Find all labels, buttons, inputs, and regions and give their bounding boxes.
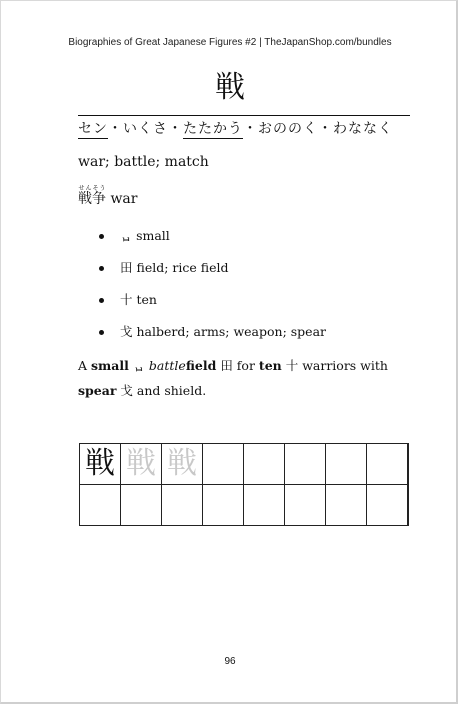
practice-row: [80, 444, 409, 485]
practice-cell-empty: [244, 444, 285, 485]
practice-cell-empty: [121, 485, 162, 526]
mnemonic-bold: ten: [258, 358, 282, 373]
compound-ruby: [78, 185, 106, 207]
practice-cell-empty: [285, 444, 326, 485]
practice-cell-empty: [203, 485, 244, 526]
compound-kanji-2: 争: [92, 191, 106, 207]
on-reading: セン: [78, 121, 108, 137]
component-item: [78, 286, 326, 318]
page-header: Biographies of Great Japanese Figures #2 | TheJapanShop.com/bundles: [68, 37, 392, 48]
component-label: halberd; arms; weapon; spear: [136, 324, 326, 339]
practice-cell-empty: [80, 485, 121, 526]
practice-cell-empty: [326, 444, 367, 485]
readings-line: [78, 118, 393, 138]
component-glyph: 戈: [120, 324, 133, 339]
practice-cell-empty: [367, 485, 409, 526]
page-number: 96: [224, 656, 236, 667]
component-glyph: 田: [120, 260, 133, 275]
mnemonic-part: A: [78, 358, 92, 373]
mnemonic-bold: field: [185, 358, 217, 373]
component-label: small: [136, 228, 170, 243]
practice-cell-trace: 戦: [162, 444, 203, 485]
component-glyph: ᆸ: [120, 228, 133, 243]
component-item: [78, 254, 326, 286]
compound-gloss: war: [106, 191, 138, 207]
meaning-text: war; battle; match: [78, 154, 209, 170]
kanji-title: 戦: [215, 70, 245, 105]
mnemonic-part: 田 for: [216, 358, 259, 373]
mnemonic-italic: battle: [148, 358, 186, 373]
practice-cell-trace: 戦: [121, 444, 162, 485]
title-rule: [78, 115, 410, 116]
component-label: field; rice field: [136, 260, 229, 275]
practice-cell-empty: [367, 444, 409, 485]
practice-row: [80, 485, 409, 526]
practice-grid: [79, 443, 409, 526]
practice-cell-model: 戦: [80, 444, 121, 485]
compound-word: [78, 185, 137, 209]
practice-cell-empty: [162, 485, 203, 526]
mnemonic-part: 戈 and shield.: [116, 383, 207, 398]
practice-cell-empty: [203, 444, 244, 485]
compound-kanji-1: 戦: [78, 191, 92, 207]
mnemonic-part: ᆸ: [128, 358, 149, 373]
reading-rest: ・おののく・わななく: [243, 121, 393, 137]
practice-cell-empty: [285, 485, 326, 526]
mnemonic-text: [78, 353, 408, 403]
mnemonic-part: 十 warriors with: [281, 358, 388, 373]
component-item: [78, 318, 326, 350]
mnemonic-bold: small: [91, 358, 129, 373]
reading-separator: ・いくさ・: [108, 121, 183, 137]
component-glyph: 十: [120, 292, 133, 307]
component-item: [78, 222, 326, 254]
kun-reading-underlined: たたかう: [183, 121, 243, 137]
component-label: ten: [136, 292, 157, 307]
mnemonic-bold: spear: [78, 383, 117, 398]
compound-furigana: せんそう: [78, 185, 106, 192]
practice-cell-empty: [244, 485, 285, 526]
component-list: [78, 222, 326, 350]
practice-cell-empty: [326, 485, 367, 526]
